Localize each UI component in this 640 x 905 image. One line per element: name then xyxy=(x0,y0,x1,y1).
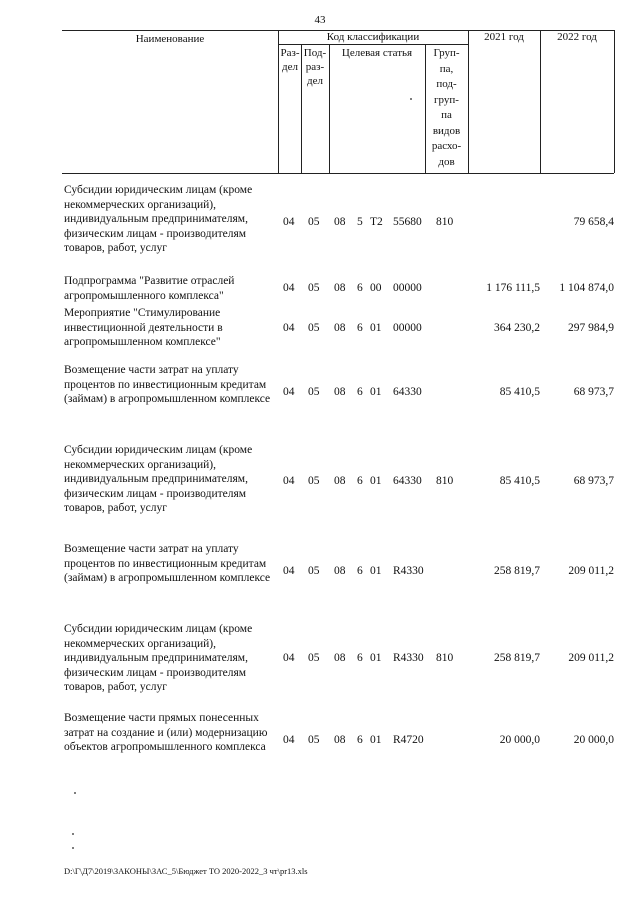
row-target-direction: R4330 xyxy=(393,652,424,664)
row-target-subprogram: 6 xyxy=(357,652,363,664)
row-target-program: 08 xyxy=(334,652,346,664)
row-vid: 810 xyxy=(436,475,454,487)
row-podrazdel: 05 xyxy=(308,565,320,577)
row-podrazdel: 05 xyxy=(308,282,320,294)
page-number: 43 xyxy=(314,14,326,26)
row-target-program: 08 xyxy=(334,565,346,577)
row-target-program: 08 xyxy=(334,386,346,398)
header-target: Целевая статья xyxy=(341,47,413,59)
row-target-event: 01 xyxy=(370,386,382,398)
scan-speck xyxy=(410,98,412,100)
row-podrazdel: 05 xyxy=(308,734,320,746)
row-amount-2021: 85 410,5 xyxy=(499,386,540,398)
header-2022: 2022 год xyxy=(557,31,597,43)
row-target-subprogram: 6 xyxy=(357,565,363,577)
row-target-subprogram: 6 xyxy=(357,475,363,487)
row-razdel: 04 xyxy=(283,652,295,664)
row-target-direction: R4720 xyxy=(393,734,424,746)
row-name: Возмещение части прямых понесенных затрат на создание и (или) модернизацию объектов агропромышленного комплекса xyxy=(64,712,268,754)
row-amount-2022: 209 011,2 xyxy=(568,565,614,577)
code-group-underline xyxy=(278,44,468,45)
col-divider-2021 xyxy=(540,30,541,173)
row-amount-2021: 258 819,7 xyxy=(494,565,540,577)
scan-speck xyxy=(74,792,76,794)
row-razdel: 04 xyxy=(283,216,295,228)
row-razdel: 04 xyxy=(283,322,295,334)
row-amount-2021: 364 230,2 xyxy=(494,322,540,334)
row-podrazdel: 05 xyxy=(308,322,320,334)
row-podrazdel: 05 xyxy=(308,216,320,228)
scan-speck xyxy=(72,847,74,849)
row-target-event: 01 xyxy=(370,475,382,487)
row-target-subprogram: 5 xyxy=(357,216,363,228)
row-target-direction: 00000 xyxy=(393,322,422,334)
col-right-border xyxy=(614,30,615,173)
row-name: Субсидии юридическим лицам (кроме некоммерческих организаций), индивидуальным предпринимателям, физическим лицам - производителям товаров, работ, услуг xyxy=(64,444,253,515)
col-divider-podrazdel xyxy=(329,44,330,173)
scan-speck xyxy=(72,833,74,835)
row-amount-2022: 68 973,7 xyxy=(573,475,614,487)
row-target-direction: R4330 xyxy=(393,565,424,577)
row-razdel: 04 xyxy=(283,565,295,577)
row-podrazdel: 05 xyxy=(308,386,320,398)
row-target-program: 08 xyxy=(334,322,346,334)
row-name: Возмещение части затрат на уплату процентов по инвестиционным кредитам (займам) в агропромышленном комплексе xyxy=(64,364,271,406)
row-target-subprogram: 6 xyxy=(357,322,363,334)
row-target-event: Т2 xyxy=(370,216,383,228)
row-target-event: 01 xyxy=(370,652,382,664)
row-target-event: 01 xyxy=(370,322,382,334)
row-target-direction: 00000 xyxy=(393,282,422,294)
row-razdel: 04 xyxy=(283,475,295,487)
row-vid: 810 xyxy=(436,652,454,664)
row-amount-2022: 20 000,0 xyxy=(573,734,614,746)
header-2021: 2021 год xyxy=(484,31,524,43)
row-target-program: 08 xyxy=(334,282,346,294)
col-divider-vid xyxy=(468,30,469,173)
row-name: Подпрограмма "Развитие отраслей агропромышленного комплекса" xyxy=(64,275,235,302)
row-target-event: 00 xyxy=(370,282,382,294)
row-amount-2021: 85 410,5 xyxy=(499,475,540,487)
header-bottom-border xyxy=(62,173,614,174)
row-target-subprogram: 6 xyxy=(357,282,363,294)
row-podrazdel: 05 xyxy=(308,475,320,487)
file-path-footer: D:\Г\Д7\2019\ЗАКОНЫ\ЗАС_5\Бюджет ТО 2020-2022_3 чт\pr13.xls xyxy=(64,866,308,876)
row-target-event: 01 xyxy=(370,734,382,746)
row-amount-2022: 1 104 874,0 xyxy=(559,282,614,294)
row-amount-2022: 209 011,2 xyxy=(568,652,614,664)
row-amount-2021: 20 000,0 xyxy=(499,734,540,746)
header-razdel: Раз- дел xyxy=(280,47,300,73)
row-target-direction: 64330 xyxy=(393,386,422,398)
row-razdel: 04 xyxy=(283,386,295,398)
row-target-program: 08 xyxy=(334,475,346,487)
row-target-subprogram: 6 xyxy=(357,734,363,746)
row-amount-2021: 1 176 111,5 xyxy=(486,282,540,294)
header-podrazdel: Под- раз- дел xyxy=(303,47,327,87)
row-target-direction: 55680 xyxy=(393,216,422,228)
row-target-subprogram: 6 xyxy=(357,386,363,398)
header-name: Наименование xyxy=(135,33,205,45)
header-vid: Груп- па, под- груп- па видов расхо- дов xyxy=(431,47,462,168)
header-code-group: Код классификации xyxy=(326,31,420,43)
row-razdel: 04 xyxy=(283,282,295,294)
row-name: Мероприятие "Стимулирование инвестиционной деятельности в агропромышленном комплексе" xyxy=(64,307,223,349)
row-name: Субсидии юридическим лицам (кроме некоммерческих организаций), индивидуальным предпринимателям, физическим лицам - производителям товаров, работ, услуг xyxy=(64,184,253,255)
row-target-direction: 64330 xyxy=(393,475,422,487)
row-target-program: 08 xyxy=(334,216,346,228)
row-razdel: 04 xyxy=(283,734,295,746)
row-name: Субсидии юридическим лицам (кроме некоммерческих организаций), индивидуальным предпринимателям, физическим лицам - производителям товаров, работ, услуг xyxy=(64,623,253,694)
row-podrazdel: 05 xyxy=(308,652,320,664)
row-amount-2022: 79 658,4 xyxy=(573,216,614,228)
row-vid: 810 xyxy=(436,216,454,228)
row-amount-2021: 258 819,7 xyxy=(494,652,540,664)
row-amount-2022: 68 973,7 xyxy=(573,386,614,398)
row-target-event: 01 xyxy=(370,565,382,577)
row-name: Возмещение части затрат на уплату процентов по инвестиционным кредитам (займам) в агропромышленном комплексе xyxy=(64,543,271,585)
row-amount-2022: 297 984,9 xyxy=(568,322,614,334)
row-target-program: 08 xyxy=(334,734,346,746)
